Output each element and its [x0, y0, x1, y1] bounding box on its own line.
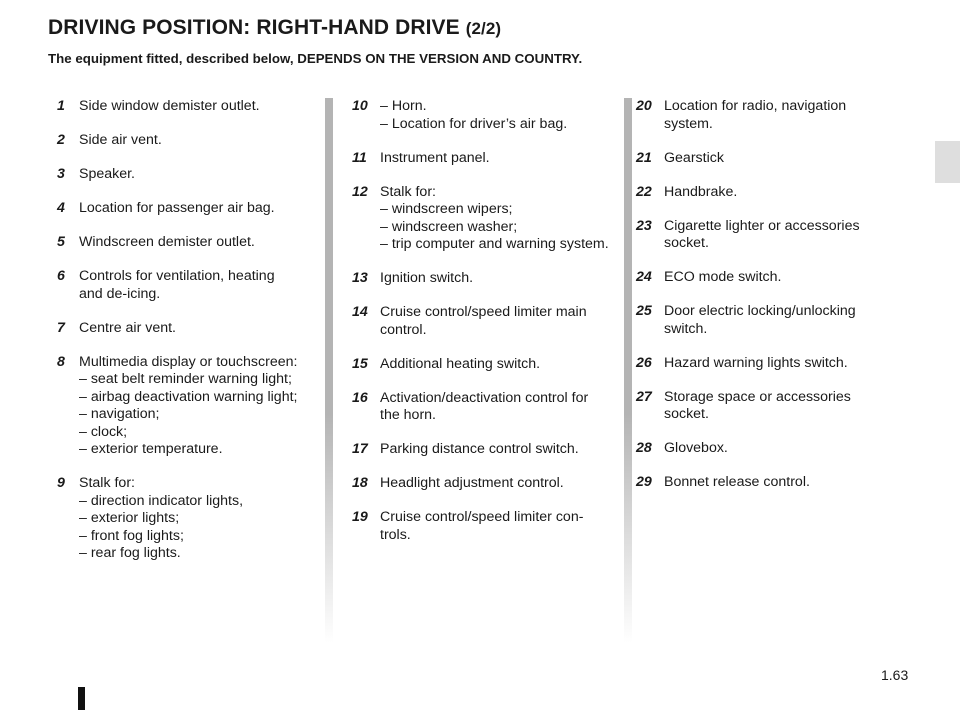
legend-item-line: Speaker.: [79, 166, 136, 182]
legend-item-body: [79, 268, 311, 303]
legend-item-line: Glovebox.: [664, 440, 728, 456]
page-title: [48, 16, 501, 40]
legend-item: [57, 234, 311, 252]
legend-item-number: 5: [57, 234, 65, 250]
legend-item-line: Hazard warning lights switch.: [664, 354, 848, 371]
legend-item-number: 29: [636, 474, 652, 490]
legend-item-text: [380, 184, 613, 202]
legend-item-text: [664, 303, 912, 338]
legend-subitem: – exterior lights;: [79, 510, 180, 526]
legend-item-line: Windscreen demister outlet.: [79, 234, 255, 250]
legend-subitem: – Horn.: [380, 98, 427, 114]
legend-item-text: [79, 354, 311, 372]
legend-item-body: [79, 132, 311, 150]
legend-item-number: 24: [636, 269, 652, 285]
legend-item-line: Door electric locking/unlocking: [664, 303, 856, 319]
corner-mark: [78, 687, 85, 710]
legend-item-text: [664, 355, 912, 373]
legend-item-body: [79, 354, 311, 459]
legend-item-line: and de-icing.: [79, 285, 161, 302]
legend-item-text: [664, 98, 912, 133]
legend-item-body: [664, 303, 912, 338]
legend-item: [636, 389, 912, 424]
legend-item: [352, 509, 613, 544]
legend-item: [352, 390, 613, 425]
legend-subitem-list: [380, 201, 613, 254]
legend-item-body: [380, 98, 613, 133]
legend-item-text: [380, 509, 613, 544]
legend-item-body: [664, 269, 912, 287]
legend-item-line: Cigarette lighter or accessories: [664, 217, 860, 234]
legend-item: [57, 166, 311, 184]
legend-item-text: [79, 268, 311, 303]
legend-item-line: Gearstick: [664, 149, 724, 166]
legend-subitem: – rear fog lights.: [79, 545, 181, 561]
legend-item-body: [664, 184, 912, 202]
legend-item-line: Controls for ventilation, heating: [79, 268, 275, 284]
legend-item-number: 1: [57, 98, 65, 114]
legend-item-line: Cruise control/speed limiter con-: [380, 509, 584, 525]
legend-item-text: [79, 166, 311, 184]
legend-item-number: 28: [636, 440, 652, 456]
legend-item-text: [664, 389, 912, 424]
legend-item-text: [79, 98, 311, 116]
legend-subitem-list: [380, 98, 613, 133]
legend-item-line: Location for radio, navigation: [664, 98, 847, 114]
legend-subitem: – navigation;: [79, 406, 160, 422]
legend-item-number: 4: [57, 200, 65, 216]
legend-item-number: 8: [57, 353, 65, 370]
legend-item-number: 19: [352, 509, 368, 525]
legend-item-number: 21: [636, 149, 652, 166]
legend-item: [636, 98, 912, 133]
legend-item: [352, 441, 613, 459]
legend-item-line: switch.: [664, 320, 708, 337]
legend-item-text: [79, 132, 311, 150]
legend-item: [636, 355, 912, 373]
legend-item-number: 26: [636, 354, 652, 371]
legend-item: [57, 132, 311, 150]
legend-subitem: – clock;: [79, 423, 128, 440]
legend-item: [57, 98, 311, 116]
legend-item-text: [664, 474, 912, 492]
legend-item-number: 9: [57, 475, 65, 491]
legend-item-line: Centre air vent.: [79, 319, 176, 336]
legend-item-text: [664, 150, 912, 168]
legend-item: [57, 475, 311, 563]
legend-item-line: socket.: [664, 235, 709, 251]
legend-item-number: 25: [636, 303, 652, 319]
legend-item: [57, 200, 311, 218]
legend-subitem: – windscreen washer;: [380, 218, 518, 235]
legend-item-line: Bonnet release control.: [664, 474, 810, 490]
legend-subitem: – direction indicator lights,: [79, 492, 244, 509]
legend-item: [352, 150, 613, 168]
legend-item-line: Activation/deactivation control for: [380, 389, 589, 406]
legend-item-line: system.: [664, 115, 713, 132]
legend-item: [352, 356, 613, 374]
legend-subitem-list: [79, 493, 311, 563]
legend-subitem: – seat belt reminder warning light;: [79, 371, 292, 387]
legend-item-body: [664, 389, 912, 424]
legend-item-number: 2: [57, 132, 65, 148]
legend-subitem: – exterior temperature.: [79, 441, 223, 457]
legend-item-number: 18: [352, 475, 368, 491]
legend-item-text: [380, 356, 613, 374]
legend-item-body: [664, 98, 912, 133]
legend-item-number: 13: [352, 270, 368, 286]
legend-item-number: 10: [352, 98, 368, 114]
legend-item-line: Handbrake.: [664, 183, 738, 200]
legend-item-line: Cruise control/speed limiter main: [380, 304, 587, 320]
legend-item-line: Parking distance control switch.: [380, 441, 579, 457]
legend-item-body: [664, 355, 912, 373]
legend-item-body: [79, 320, 311, 338]
column-2: [352, 98, 613, 561]
legend-item-body: [664, 440, 912, 458]
legend-item-text: [380, 475, 613, 493]
legend-item: [636, 474, 912, 492]
legend-item-text: [664, 184, 912, 202]
legend-item-body: [380, 441, 613, 459]
legend-item-body: [79, 98, 311, 116]
legend-item-line: the horn.: [380, 407, 437, 423]
legend-item-number: 3: [57, 166, 65, 182]
legend-item-body: [380, 475, 613, 493]
legend-item: [57, 354, 311, 459]
legend-item-line: Instrument panel.: [380, 149, 490, 166]
legend-item: [57, 320, 311, 338]
legend-item-line: Ignition switch.: [380, 270, 474, 286]
legend-item: [352, 304, 613, 339]
legend-item-body: [79, 200, 311, 218]
legend-item-body: [79, 475, 311, 563]
legend-item-number: 7: [57, 319, 65, 336]
legend-item-text: [664, 218, 912, 253]
legend-item-text: [79, 200, 311, 218]
legend-item-text: [380, 441, 613, 459]
legend-item: [352, 184, 613, 254]
legend-item-number: 22: [636, 183, 652, 200]
legend-item-text: [664, 440, 912, 458]
legend-item-number: 11: [352, 149, 367, 166]
legend-item-body: [380, 509, 613, 544]
legend-item-body: [380, 150, 613, 168]
legend-item-number: 27: [636, 388, 652, 405]
legend-item-number: 23: [636, 217, 652, 234]
legend-item-number: 12: [352, 183, 368, 200]
legend-subitem: – windscreen wipers;: [380, 201, 513, 217]
legend-item: [636, 303, 912, 338]
legend-item-body: [380, 184, 613, 254]
chapter-tab: [935, 141, 960, 183]
legend-item-body: [380, 304, 613, 339]
legend-item-body: [380, 356, 613, 374]
legend-subitem: – airbag deactivation warning light;: [79, 388, 298, 405]
column-3: [636, 98, 912, 508]
legend-item-text: [380, 150, 613, 168]
legend-item: [57, 268, 311, 303]
page-subtitle: The equipment fitted, described below, DEPENDS ON THE VERSION AND COUNTRY.: [48, 51, 583, 66]
legend-item-line: socket.: [664, 406, 709, 422]
legend-item-number: 6: [57, 268, 65, 284]
legend-item-number: 20: [636, 98, 652, 114]
legend-item-number: 15: [352, 355, 368, 372]
page-title-text: DRIVING POSITION: RIGHT-HAND DRIVE: [48, 16, 460, 39]
legend-item-line: Location for passenger air bag.: [79, 200, 275, 216]
legend-subitem: – trip computer and warning system.: [380, 236, 609, 252]
legend-item-line: Additional heating switch.: [380, 355, 541, 372]
column-divider: [624, 98, 632, 643]
legend-item-line: Stalk for:: [79, 475, 135, 491]
legend-item: [636, 218, 912, 253]
legend-item-line: Side air vent.: [79, 132, 162, 148]
legend-item-line: Storage space or accessories: [664, 388, 851, 405]
legend-item-text: [79, 475, 311, 493]
legend-item: [636, 184, 912, 202]
legend-item-body: [79, 234, 311, 252]
legend-item-text: [664, 269, 912, 287]
legend-item-text: [79, 234, 311, 252]
legend-item-text: [380, 390, 613, 425]
column-1: [57, 98, 311, 579]
legend-item: [352, 475, 613, 493]
legend-item-number: 16: [352, 389, 368, 406]
column-divider: [325, 98, 333, 643]
page-title-part: (2/2): [465, 19, 502, 38]
legend-item-line: Side window demister outlet.: [79, 98, 260, 114]
legend-item-line: Stalk for:: [380, 183, 436, 200]
legend-item: [352, 270, 613, 288]
legend-item-line: trols.: [380, 526, 411, 543]
legend-item: [352, 98, 613, 133]
legend-item-text: [380, 304, 613, 339]
legend-item: [636, 440, 912, 458]
legend-item-line: Headlight adjustment control.: [380, 475, 564, 491]
legend-item-body: [79, 166, 311, 184]
legend-item-body: [380, 270, 613, 288]
legend-item-body: [380, 390, 613, 425]
legend-item-body: [664, 150, 912, 168]
legend-item-text: [380, 270, 613, 288]
legend-item: [636, 150, 912, 168]
legend-item-body: [664, 218, 912, 253]
legend-item-number: 14: [352, 304, 368, 320]
legend-item-body: [664, 474, 912, 492]
legend-subitem: – Location for driver’s air bag.: [380, 115, 568, 132]
legend-item-line: ECO mode switch.: [664, 269, 782, 285]
legend-subitem-list: [79, 371, 311, 459]
page-number: 1.63: [881, 667, 909, 683]
legend-item-line: control.: [380, 321, 427, 338]
legend-subitem: – front fog lights;: [79, 527, 184, 544]
legend-item: [636, 269, 912, 287]
legend-item-text: [79, 320, 311, 338]
legend-item-line: Multimedia display or touchscreen:: [79, 353, 298, 370]
legend-item-number: 17: [352, 441, 368, 457]
